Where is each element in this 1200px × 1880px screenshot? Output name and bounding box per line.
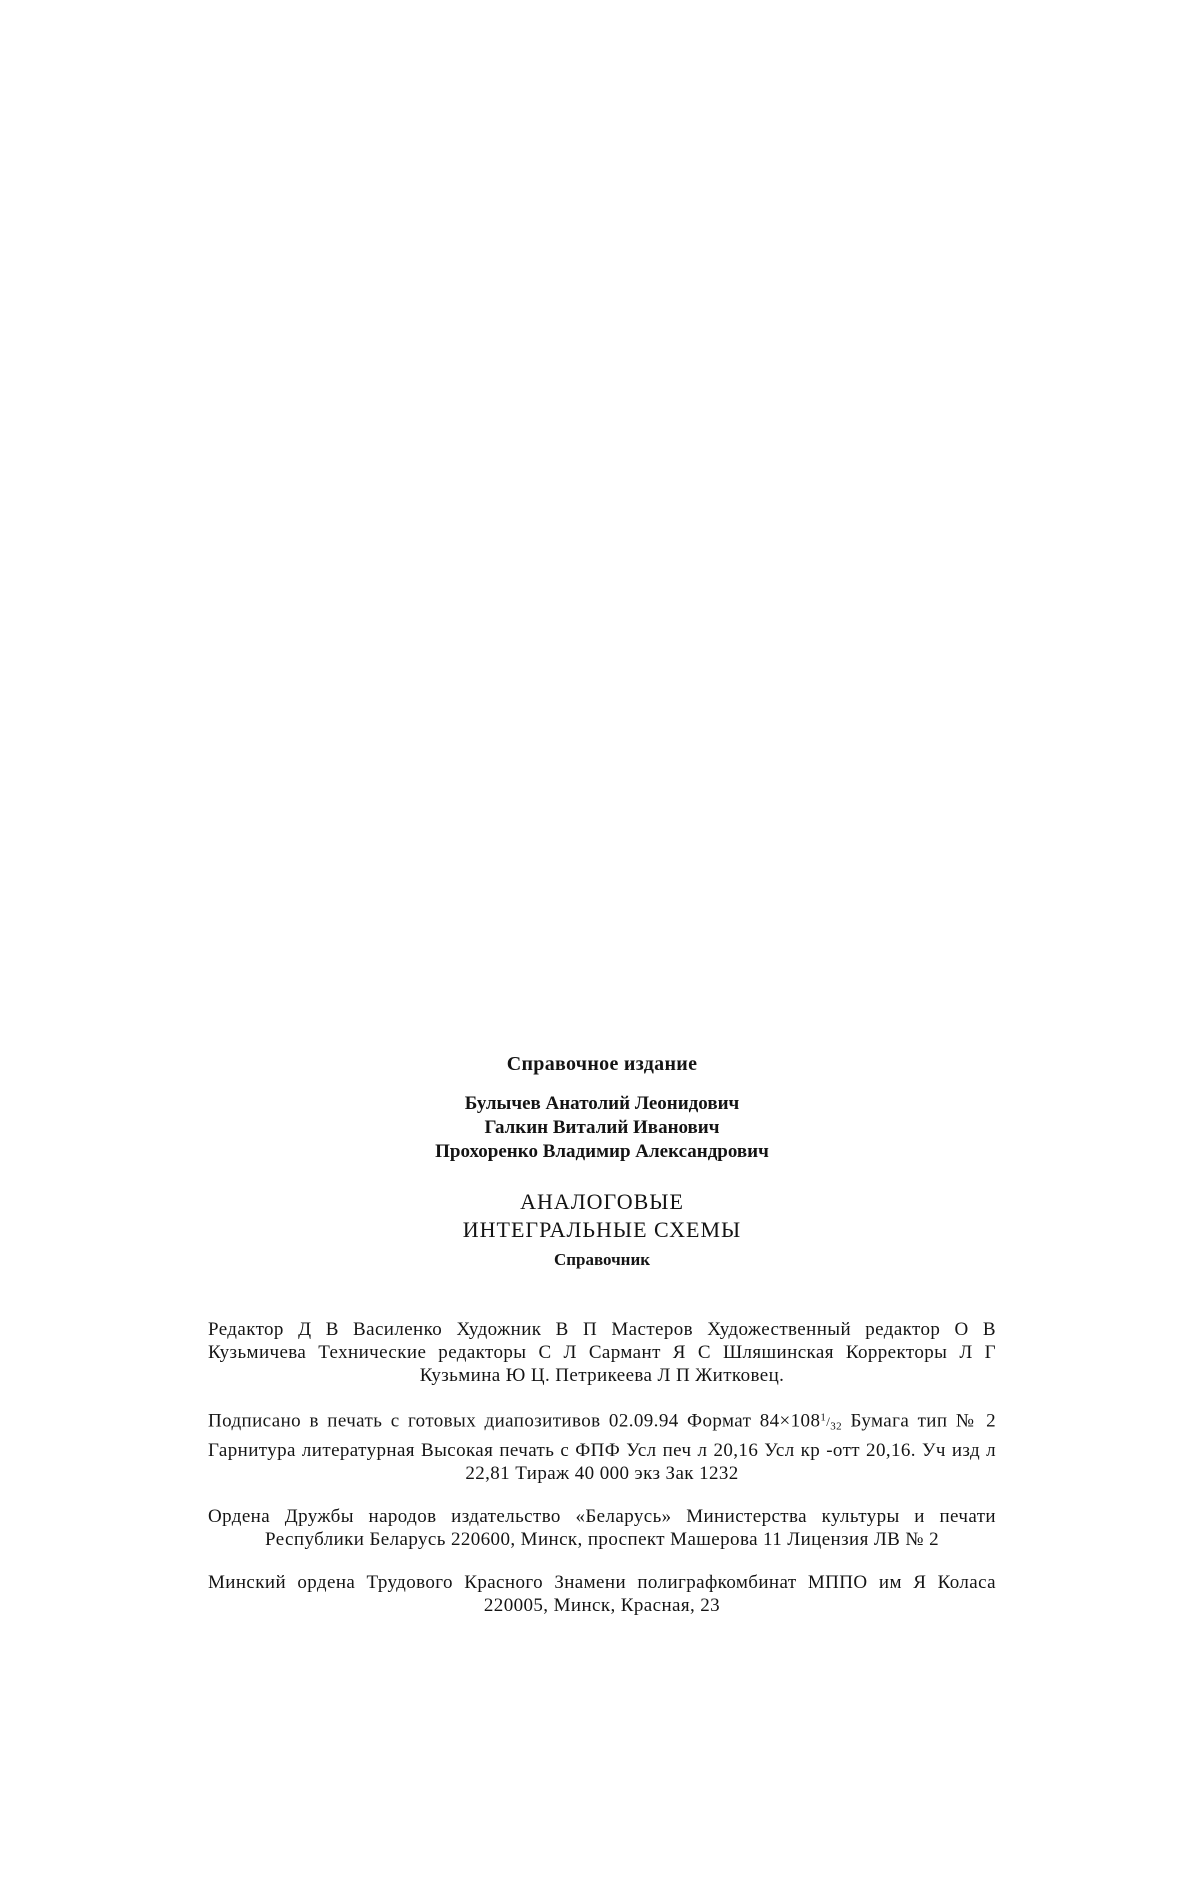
format-fraction-denominator: 32 bbox=[830, 1420, 843, 1433]
author-name: Галкин Виталий Иванович bbox=[484, 1117, 720, 1138]
book-title-line-2: ИНТЕГРАЛЬНЫЕ СХЕМЫ bbox=[462, 1217, 742, 1242]
edition-type: Справочное издание bbox=[506, 1053, 698, 1075]
print-details bbox=[208, 1407, 996, 1485]
editorial-credits: Редактор Д В Василенко Художник В П Мастеров Художественный редактор О В Кузьмичева Технические редакторы С Л Сармант Я С Шляшинская Корректоры Л Г Кузьмина Ю Ц. Петрикеева Л П Житковец. bbox=[208, 1319, 996, 1386]
imprint-block bbox=[208, 1053, 996, 1617]
format-fraction: $^1/_{32}$ bbox=[820, 1412, 843, 1433]
printer-info: Минский ордена Трудового Красного Знамени полиграфкомбинат МППО им Я Коласа 220005, Минск, Красная, 23 bbox=[208, 1571, 996, 1616]
book-subtitle: Справочник bbox=[553, 1250, 651, 1269]
print-details-part-2: Бумага тип № 2 Гарнитура литературная Высокая печать с ФПФ Усл печ л 20,16 Усл кр -отт 20,16. Уч изд л 22,81 Тираж 40 000 экз Зак 1232 bbox=[208, 1410, 996, 1484]
print-details-part-1: Подписано в печать с готовых диапозитивов 02.09.94 Формат 84×108 bbox=[208, 1410, 821, 1432]
format-fraction-numerator: 1 bbox=[820, 1412, 827, 1424]
publisher-info: Ордена Дружбы народов издательство «Беларусь» Министерства культуры и печати Республики Беларусь 220600, Минск, проспект Машерова 11 Лицензия ЛВ № 2 bbox=[208, 1505, 996, 1550]
author-name: Прохоренко Владимир Александрович bbox=[435, 1141, 769, 1162]
author-name: Булычев Анатолий Леонидович bbox=[464, 1093, 740, 1114]
author-list bbox=[208, 1092, 996, 1164]
book-title-line-1: АНАЛОГОВЫЕ bbox=[520, 1189, 684, 1214]
